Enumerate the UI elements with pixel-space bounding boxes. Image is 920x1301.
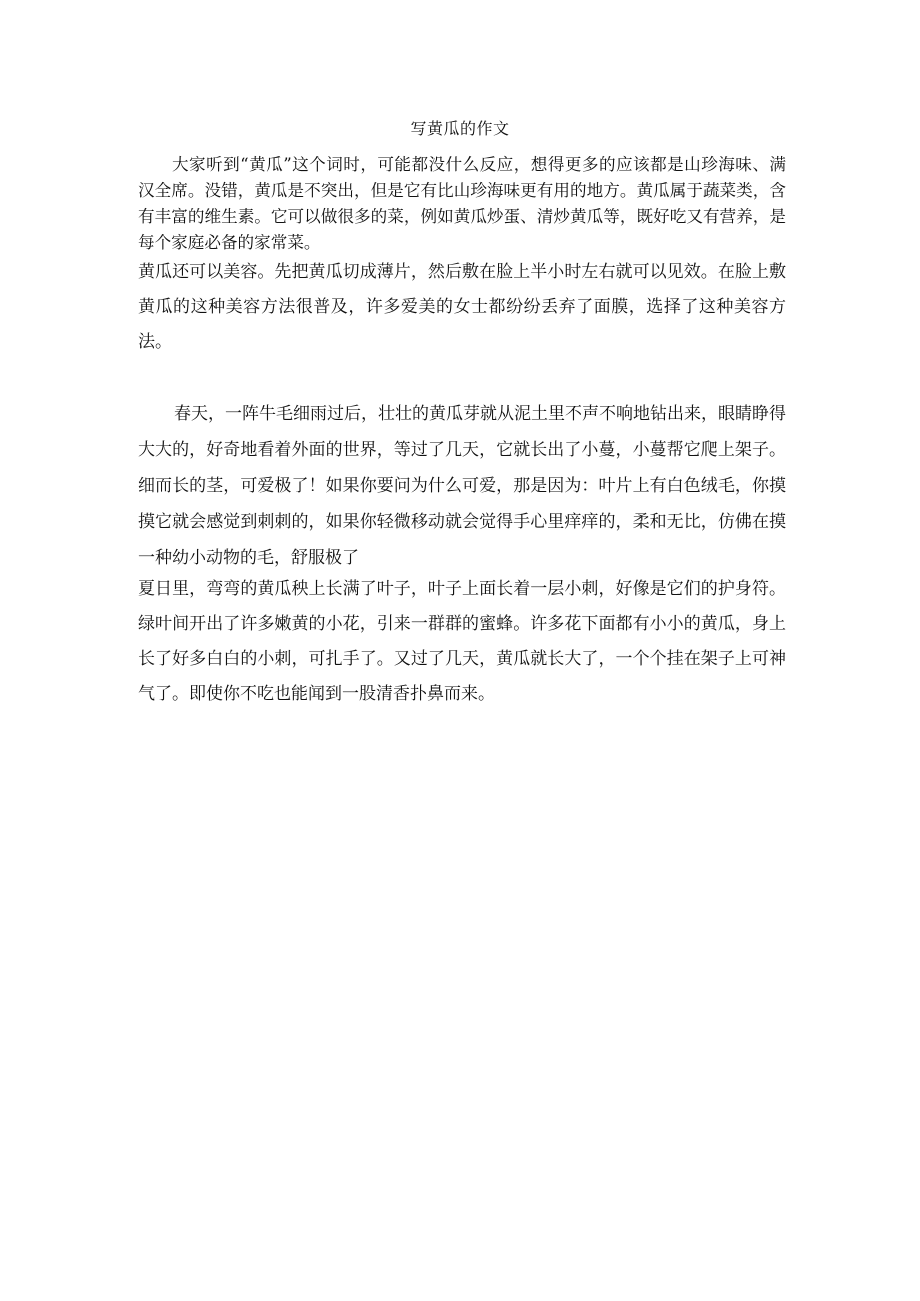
paragraph-summer: 夏日里，弯弯的黄瓜秧上长满了叶子，叶子上面长着一层小刺，好像是它们的护身符。绿叶间开出了许多嫩黄的小花，引来一群群的蜜蜂。许多花下面都有小小的黄瓜，身上长了好多白白的小刺，可扎手了。又过了几天，黄瓜就长大了，一个个挂在架子上可神气了。即使你不吃也能闻到一股清香扑鼻而来。 — [138, 579, 786, 704]
paragraph-intro: 大家听到“黄瓜”这个词时，可能都没什么反应，想得更多的应该都是山珍海味、满汉全席。没错，黄瓜是不突出，但是它有比山珍海味更有用的地方。黄瓜属于蔬菜类，含有丰富的维生素。它可以做很多的菜，例如黄瓜炒蛋、清炒黄瓜等，既好吃又有营养，是每个家庭必备的家常菜。 — [138, 155, 786, 252]
document-title: 写黄瓜的作文 — [410, 119, 510, 138]
paragraph-spring: 春天，一阵牛毛细雨过后，壮壮的黄瓜芽就从泥土里不声不响地钻出来，眼睛睁得大大的，好奇地看着外面的世界，等过了几天，它就长出了小蔓，小蔓帮它爬上架子。细而长的茎，可爱极了！如果你要问为什么可爱，那是因为：叶片上有白色绒毛，你摸摸它就会感觉到刺刺的，如果你轻微移动就会觉得手心里痒痒的，柔和无比，仿佛在摸一种幼小动物的毛，舒服极了 — [138, 404, 786, 568]
paragraph-beauty: 黄瓜还可以美容。先把黄瓜切成薄片，然后敷在脸上半小时左右就可以见效。在脸上敷黄瓜的这种美容方法很普及，许多爱美的女士都纷纷丢弃了面膜，选择了这种美容方法。 — [138, 262, 786, 352]
